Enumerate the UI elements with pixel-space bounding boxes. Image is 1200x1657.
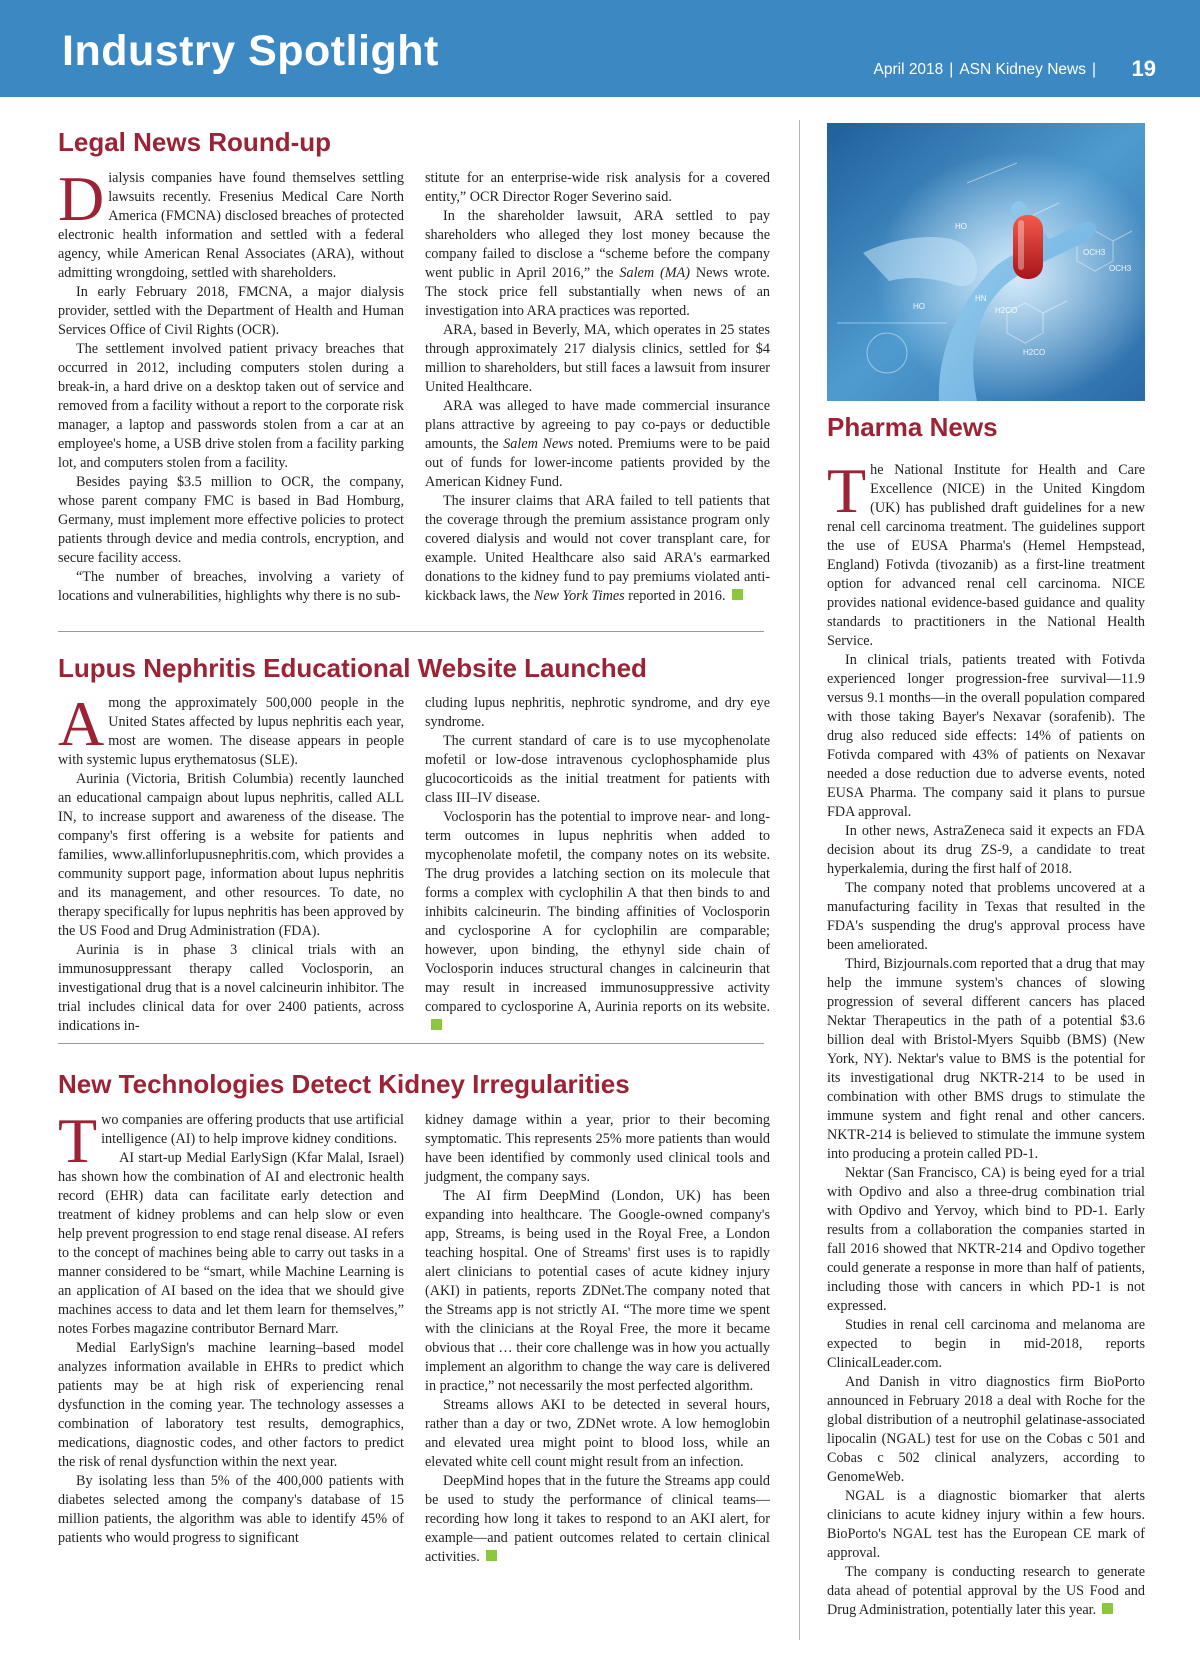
lupus-column-1: [58, 688, 404, 1034]
pharma-paragraph: The company noted that problems uncovered at a manufacturing facility in Texas that resulted in the FDA's suspending the drug's approval process have been ameliorated.: [827, 880, 1145, 953]
section-title: Industry Spotlight: [62, 27, 439, 75]
chem-label: OCH3: [1083, 248, 1106, 257]
tech-paragraph: kidney damage within a year, prior to their becoming symptomatic. This represents 25% more patients than would have been identified by commonly used clinical tools and judgment, the company says.: [425, 1112, 770, 1185]
lupus-column-2: [425, 694, 770, 1024]
pharma-dropcap: T: [827, 455, 867, 526]
pharma-column: [827, 455, 1145, 1647]
tech-column-1: [58, 1105, 404, 1647]
legal-paragraph: In early February 2018, FMCNA, a major dialysis provider, settled with the Department of Health and Human Services Office of Civil Rights (OCR).: [58, 284, 404, 338]
pharma-paragraph: And Danish in vitro diagnostics firm BioPorto announced in February 2018 a deal with Roche for the global distribution of a neutrophil gelatinase-associated lipocalin (NGAL) test for use on the Cobas c 501 and Cobas c 502 clinical analyzers, according to GenomeWeb.: [827, 1374, 1145, 1485]
legal-source-name: Salem (MA): [619, 265, 690, 281]
lupus-paragraph: cluding lupus nephritis, nephrotic syndrome, and dry eye syndrome.: [425, 695, 770, 730]
red-capsule: [1013, 215, 1043, 279]
pharma-paragraph: Third, Bizjournals.com reported that a drug that may help the immune system's chances of slowing progression of several different cancers has placed Nektar Therapeutics in the path of a potential $3.6 billion deal with Bristol-Myers Squibb (BMS) (New York, NY). Nektar's value to BMS is the potential for its investigational drug NKTR-214 to be used in combination with other BMS drugs to stimulate the immune system and fight renal and other cancers. NKTR-214 is believed to stimulate the immune system into producing a protein called PD-1.: [827, 956, 1145, 1162]
pharma-paragraph-text: he National Institute for Health and Care Excellence (NICE) in the United Kingdom (UK) has published draft guidelines for a new renal cell carcinoma treatment. The guidelines support the use of EUSA Pharma's (Hemel Hempstead, England) Fotivda (tivozanib) as a first-line treatment option for advanced renal cell carcinoma. NICE provides national evidence-based guidance and quality standards to practitioners in the National Health Service.: [827, 462, 1145, 649]
tech-paragraph: Medial EarlySign's machine learning–based model analyzes information available in EHRs to predict which patients may be at high risk of experiencing renal dysfunction in the coming year. The technology assesses a combination of laboratory test results, demographics, medications, diagnostic codes, and other factors to predict the risk of renal dysfunction within the next year.: [58, 1340, 404, 1470]
chem-label: HO: [955, 222, 967, 231]
chem-label: HO: [913, 302, 925, 311]
tech-paragraph: By isolating less than 5% of the 400,000 patients with diabetes selected among the company's database of 15 million patients, the algorithm was able to identify 45% of patients who would progress to significant: [58, 1473, 404, 1546]
publication-name: ASN Kidney News: [959, 61, 1086, 78]
legal-paragraph: [425, 207, 770, 321]
lab-capsule-photo: [827, 123, 1145, 401]
legal-paragraph: [425, 492, 770, 606]
legal-source-name: Salem News: [503, 436, 574, 452]
end-of-article-mark: [1102, 1603, 1113, 1614]
lab-capsule-illustration: [827, 123, 1145, 401]
header-banner: [0, 0, 1200, 97]
tech-paragraph: AI start-up Medial EarlySign (Kfar Malal, Israel) has shown how the combination of AI and electronic health record (EHR) data can facilitate early detection and treatment of kidney problems and can help slow or even help prevent progression to end stage renal disease. AI refers to the concept of machines being able to carry out tasks in a manner considered to be “smart, while Machine Learning is an application of AI based on the idea that we should give machines access to data and let them learn for themselves,” notes Forbes magazine contributor Bernard Marr.: [58, 1150, 404, 1337]
pharma-text: The company is conducting research to generate data ahead of potential approval by the US Food and Drug Administration, potentially later this year.: [827, 1564, 1145, 1618]
chem-label: H2CO: [1023, 348, 1046, 357]
chem-label: H2CO: [995, 306, 1018, 315]
column-divider: [799, 120, 800, 1640]
page-number: 19: [1131, 56, 1156, 81]
legal-column-2: [425, 169, 770, 609]
lupus-paragraph: Aurinia is in phase 3 clinical trials with an immunosuppressant therapy called Voclosporin, an investigational drug that is a novel calcineurin inhibitor. The trial includes clinical data for over 2400 patients, across indications in-: [58, 942, 404, 1034]
legal-paragraph: stitute for an enterprise-wide risk analysis for a covered entity,” OCR Director Roger Severino said.: [425, 170, 770, 205]
legal-text: reported in 2016.: [624, 588, 726, 604]
section-divider: [58, 1043, 764, 1044]
tech-headline: New Technologies Detect Kidney Irregularities: [58, 1069, 630, 1099]
legal-paragraph: ARA, based in Beverly, MA, which operates in 25 states through approximately 217 dialysis clinics, settled for $4 million to shareholders, but still faces a lawsuit from insurer United Healthcare.: [425, 322, 770, 395]
legal-text: News wrote. The stock price fell substantially when news of an investigation into ARA practices was reported.: [425, 265, 770, 319]
legal-paragraph: Besides paying $3.5 million to OCR, the company, whose parent company FMC is based in Bad Homburg, Germany, must implement more effective policies to protect patients through device and media controls, encryption, and secure facility access.: [58, 474, 404, 566]
tech-paragraph: The AI firm DeepMind (London, UK) has been expanding into healthcare. The Google-owned company's app, Streams, is being used in the Royal Free, a London teaching hospital. One of Streams' first uses is to rapidly alert clinicians to potential cases of acute kidney injury (AKI) in patients, reports ZDNet.The company noted that the Streams app is not strictly AI. “The more time we spent with the clinicians at the Royal Free, the more it became obvious that … their core challenge was in how you actually implement an algorithm to change the way care is delivered in practice,” not necessarily the most perfected algorithm.: [425, 1188, 770, 1394]
tech-paragraph: [58, 1105, 404, 1176]
pharma-headline: Pharma News: [827, 412, 998, 442]
tech-paragraph: [425, 1472, 770, 1567]
end-of-article-mark: [431, 1019, 442, 1030]
pharma-paragraph: NGAL is a diagnostic biomarker that alerts clinicians to acute kidney injury within a few hours. BioPorto's NGAL test has the European CE mark of approval.: [827, 1488, 1145, 1561]
tech-dropcap: T: [58, 1105, 98, 1176]
legal-paragraph: “The number of breaches, involving a variety of locations and vulnerabilities, highlights why there is no sub-: [58, 569, 404, 604]
tech-text: DeepMind hopes that in the future the Streams app could be used to study the performance of clinical teams—recording how long it takes to respond to an AKI alert, for example—and patient outcomes related to certain clinical activities.: [425, 1473, 770, 1565]
lupus-paragraph: Aurinia (Victoria, British Columbia) recently launched an educational campaign about lupus nephritis, called ALL IN, to increase support and awareness of the disease. The company's first offering is a website for patients and families, www.allinforlupusnephritis.com, which provides a community support page, information about lupus nephritis and its management, and other resources. To date, no therapy specifically for lupus nephritis has been approved by the US Food and Drug Administration (FDA).: [58, 771, 404, 939]
legal-paragraph: [58, 163, 404, 283]
legal-paragraph: [425, 397, 770, 492]
lupus-paragraph: [425, 808, 770, 1036]
legal-headline: Legal News Round-up: [58, 127, 331, 157]
section-divider: [58, 631, 764, 632]
pharma-paragraph: Nektar (San Francisco, CA) is being eyed for a trial with Opdivo and also a three-drug combination trial with Opdivo and Yervoy, which bind to PD-1. Early results from a collaboration the companies started in fall 2016 showed that NKTR-214 and Opdivo together could generate a response in more than half of patients, including those with cancers in which PD-1 is not expressed.: [827, 1165, 1145, 1314]
chem-label: HN: [975, 294, 987, 303]
issue-date: April 2018: [873, 61, 944, 78]
pharma-paragraph: In clinical trials, patients treated with Fotivda experienced longer progression-free survival—11.9 versus 9.1 months—in the overall population compared with those taking Bayer's Nexavar (sorafenib). The drug also reduced side effects: 14% of patients on Fotivda compared with 43% of patients on Nexavar needed a dose reduction due to adverse events, noted EUSA Pharma. The company said it plans to pursue FDA approval.: [827, 652, 1145, 820]
legal-column-1: [58, 163, 404, 609]
lupus-text: Voclosporin has the potential to improve near- and long-term outcomes in lupus nephritis when added to mycophenolate mofetil, the company notes on its website. The drug provides a latching section on its molecule that forms a complex with cyclophilin A that then binds to and inhibits calcineurin. The binding affinities of Voclosporin and cyclosporine A for cyclophilin are comparable; however, upon binding, the ethynyl side chain of Voclosporin induces structural changes in calcineurin that may result in increased immunosuppressive activity compared to cyclosporine A, Aurinia reports on its website.: [425, 809, 770, 1015]
issue-info: [874, 62, 1103, 78]
tech-column-2: [425, 1111, 770, 1647]
pharma-paragraph: [827, 1563, 1145, 1620]
pharma-paragraph: Studies in renal cell carcinoma and melanoma are expected to begin in mid-2018, reports ClinicalLeader.com.: [827, 1317, 1145, 1371]
legal-text: noted. Premiums were to be paid out of funds for lower-income patients provided by the American Kidney Fund.: [425, 436, 770, 490]
legal-dropcap: D: [58, 163, 105, 234]
lupus-paragraph: [58, 688, 404, 770]
pharma-paragraph: [827, 455, 1145, 651]
page-separator: |: [1091, 61, 1096, 78]
legal-paragraph-text: ialysis companies have found themselves settling lawsuits recently. Fresenius Medical Care North America (FMCNA) disclosed breaches of protected electronic health information and settled with a federal agency, while American Renal Associates (ARA), without admitting wrongdoing, settled with shareholders.: [58, 170, 404, 281]
legal-text: The insurer claims that ARA failed to tell patients that the coverage through the premium assistance program only covered dialysis and would not cover transplant care, for example. United Healthcare also said ARA's earmarked donations to the kidney fund to pay premiums violated anti-kickback laws, the: [425, 493, 770, 604]
pharma-paragraph: In other news, AstraZeneca said it expects an FDA decision about its drug ZS-9, a candidate to treat hyperkalemia, during the first half of 2018.: [827, 823, 1145, 877]
lupus-dropcap: A: [58, 688, 105, 759]
legal-paragraph: The settlement involved patient privacy breaches that occurred in 2012, including computers stolen during a break-in, a hard drive on a desktop taken out of service and removed from a facility without a report to the corporate risk manager, a laptop and passwords stolen from a car at an employee's home, a USB drive stolen from a facility parking lot, and computers stolen from a facility.: [58, 341, 404, 471]
lupus-paragraph-text: mong the approximately 500,000 people in the United States affected by lupus nephritis each year, most are women. The disease appears in people with systemic lupus erythematosus (SLE).: [58, 695, 404, 768]
end-of-article-mark: [732, 589, 743, 600]
lupus-headline: Lupus Nephritis Educational Website Launched: [58, 653, 647, 683]
tech-paragraph: Streams allows AKI to be detected in several hours, rather than a day or two, ZDNet wrote. A low hemoglobin and elevated urea might point to blood loss, while an elevated white cell count might result from an infection.: [425, 1397, 770, 1470]
issue-separator: |: [949, 61, 954, 78]
capsule-highlight: [1018, 220, 1024, 270]
legal-text: In the shareholder lawsuit, ARA settled to pay shareholders who alleged they lost money because the company failed to disclose a “scheme before the company went public in April 2016,” the: [425, 208, 770, 281]
legal-text: ARA was alleged to have made commercial insurance plans attractive by agreeing to pay co-pays or deductible amounts, the: [425, 398, 770, 452]
lupus-paragraph: The current standard of care is to use mycophenolate mofetil or low-dose intravenous cyclophosphamide plus glucocorticoids as the initial treatment for patients with class III–IV disease.: [425, 733, 770, 806]
legal-source-name: New York Times: [533, 588, 625, 604]
chem-label: OCH3: [1109, 264, 1132, 273]
tech-paragraph-text: wo companies are offering products that use artificial intelligence (AI) to help improve kidney conditions.: [101, 1112, 404, 1147]
end-of-article-mark: [486, 1550, 497, 1561]
